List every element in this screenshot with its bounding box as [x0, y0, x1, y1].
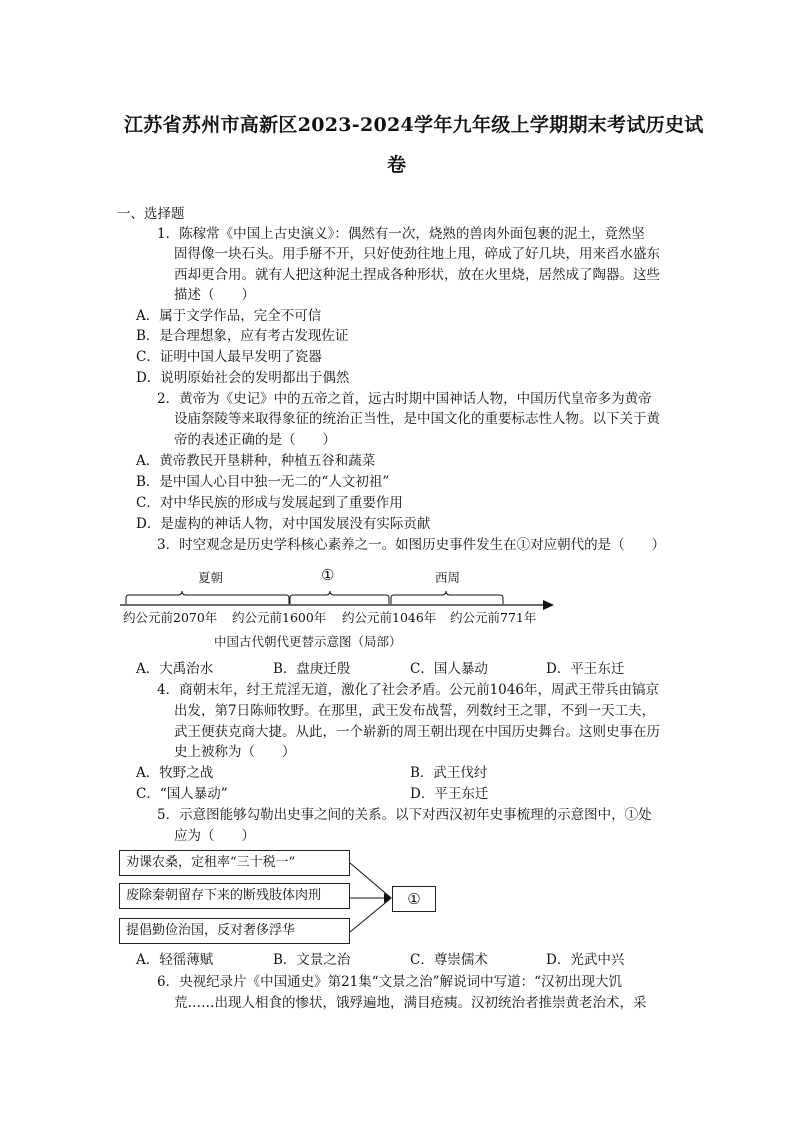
option-b[interactable]: B．盘庚迁殷: [273, 661, 351, 677]
diagram-box: 劝课农桑，定租率“三十税一”: [119, 850, 350, 876]
question-text: 武王便获克商大捷。从此，一个崭新的周王朝出现在中国历史舞台。这则史事在历: [174, 724, 660, 740]
option-c[interactable]: C．尊崇儒术: [410, 952, 488, 968]
timeline-tick-label: 约公元前1600年: [232, 610, 327, 625]
option-d[interactable]: D．光武中兴: [546, 952, 625, 968]
diagram-box: 提倡勤俭治国，反对奢侈浮华: [119, 918, 350, 944]
option-b[interactable]: B．文景之治: [273, 952, 351, 968]
option-c[interactable]: C．国人暴动: [410, 661, 488, 677]
option-b[interactable]: B．武王伐纣: [410, 765, 488, 781]
option-a[interactable]: A．大禹治水: [136, 661, 214, 677]
question-text: 6．央视纪录片《中国通史》第21集“文景之治”解说词中写道：“汉初出现大饥: [157, 974, 622, 990]
question-text: 5．示意图能够勾勒出史事之间的关系。以下对西汉初年史事梳理的示意图中，①处: [157, 807, 652, 823]
option-d[interactable]: D．是虚构的神话人物，对中国发展没有实际贡献: [136, 516, 431, 532]
timeline-tick-label: 约公元前2070年: [123, 610, 218, 625]
option-d[interactable]: D．说明原始社会的发明都出于偶然: [136, 370, 350, 386]
option-a[interactable]: A．牧野之战: [136, 765, 214, 781]
timeline-caption: 中国古代朝代更替示意图（局部）: [214, 634, 402, 649]
period-label-xia: 夏朝: [198, 570, 224, 585]
option-b[interactable]: B．是中国人心目中独一无二的“人文初祖”: [136, 474, 390, 490]
question-text: 4．商朝末年，纣王荒淫无道，激化了社会矛盾。公元前1046年，周武王带兵由镐京: [157, 682, 659, 698]
option-d[interactable]: D．平王东迁: [410, 786, 489, 802]
page-title-cont: 卷: [387, 154, 407, 176]
diagram-arrows: [348, 855, 398, 945]
option-a[interactable]: A．黄帝教民开垦耕种，种植五谷和蔬菜: [136, 453, 376, 469]
timeline-tick-label: 约公元前1046年: [342, 610, 437, 625]
option-d[interactable]: D．平王东迁: [546, 661, 625, 677]
question-text: 出发，第7日陈师牧野。在那里，武王发布战誓，列数纣王之罪，不到一天工夫，: [174, 703, 656, 719]
question-text: 荒……出现人相食的惨状，饿殍遍地，满目疮痍。汉初统治者推崇黄老治术，采: [174, 995, 647, 1011]
option-c[interactable]: C．对中华民族的形成与发展起到了重要作用: [136, 495, 403, 511]
option-c[interactable]: C．证明中国人最早发明了瓷器: [136, 349, 322, 365]
diagram-box: 废除秦朝留存下来的断残肢体肉刑: [119, 883, 350, 909]
question-text: 西却更合用。就有人把这种泥土捏成各种形状，放在火里烧，居然成了陶器。这些: [174, 267, 660, 283]
question-text: 1．陈稼常《中国上古史演义》：偶然有一次，烧熟的兽肉外面包裹的泥土，竟然坚: [157, 226, 645, 242]
question-text: 设庙祭陵等来取得象征的统治正当性，是中国文化的重要标志性人物。以下关于黄: [174, 411, 660, 427]
question-text: 应为（ ）: [174, 828, 255, 844]
question-text: 固得像一块石头。用手掰不开，只好使劲往地上甩，碎成了好几块，用来舀水盛东: [174, 246, 660, 262]
period-label-blank: ①: [321, 566, 335, 584]
page-title: 江苏省苏州市高新区2023-2024学年九年级上学期期末考试历史试: [124, 114, 704, 136]
diagram-result-box: ①: [392, 886, 436, 912]
option-a[interactable]: A．属于文学作品，完全不可信: [136, 308, 322, 324]
question-text: 2．黄帝为《史记》中的五帝之首，远古时期中国神话人物，中国历代皇帝多为黄帝: [157, 391, 652, 407]
option-c[interactable]: C．“国人暴动”: [136, 786, 228, 802]
option-b[interactable]: B．是合理想象，应有考古发现佐证: [136, 328, 349, 344]
question-text: 史上被称为（ ）: [174, 744, 296, 760]
question-text: 帝的表述正确的是（ ）: [174, 432, 336, 448]
question-text: 描述（ ）: [174, 287, 255, 303]
option-a[interactable]: A．轻徭薄赋: [136, 952, 214, 968]
period-label-xizhou: 西周: [435, 570, 461, 585]
timeline-graphic: [118, 562, 558, 614]
question-text: 3．时空观念是历史学科核心素养之一。如图历史事件发生在①对应朝代的是（ ）: [157, 537, 666, 553]
section-heading: 一、选择题: [117, 206, 185, 222]
timeline-tick-label: 约公元前771年: [450, 610, 537, 625]
